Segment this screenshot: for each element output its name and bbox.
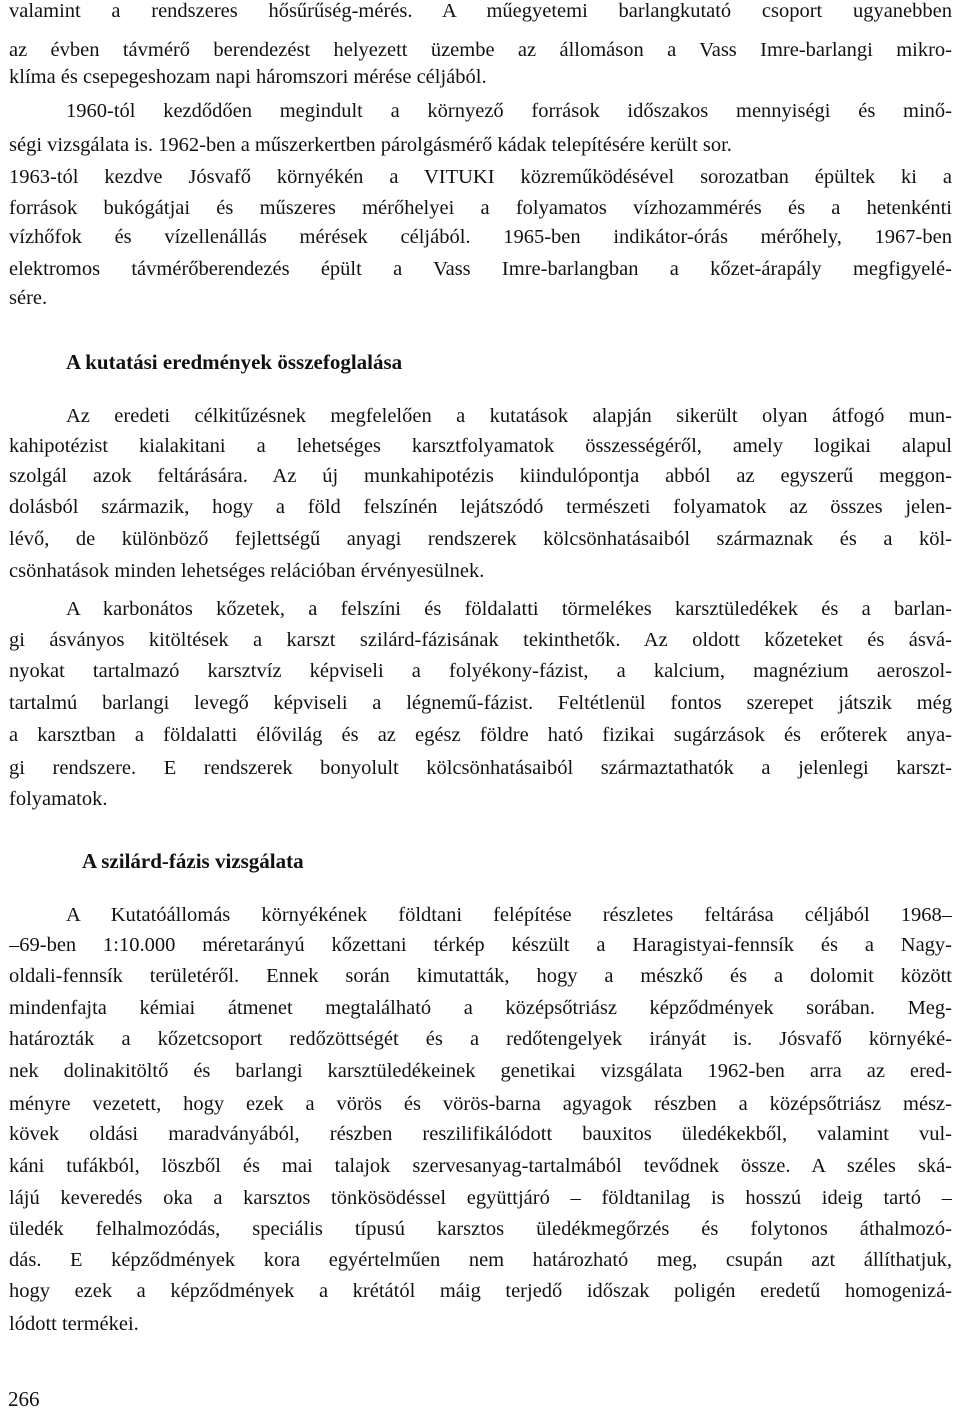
text-line: mindenfajta kémiai átmenet megtalálható a középsőtriász képződmények sorában. Meg-	[9, 997, 952, 1019]
text-line: elektromos távmérőberendezés épült a Vass Imre-barlangban a kőzet-árapály megfigyelé-	[9, 258, 952, 280]
text-line: lódott termékei.	[9, 1313, 139, 1335]
text-line: kövek oldási maradványából, részben reszilifikálódott bauxitos üledékekből, valamint vul-	[9, 1123, 952, 1145]
text-line: kahipotézist kialakitani a lehetséges karsztfolyamatok összességéről, amely logikai alapul	[9, 435, 952, 457]
text-line: 1963-tól kezdve Jósvafő környékén a VITUKI közreműködésével sorozatban épültek ki a	[9, 166, 952, 188]
text-line: Az eredeti célkitűzésnek megfelelően a kutatások alapján sikerült olyan átfogó mun-	[66, 405, 952, 427]
text-line: szolgál azok feltárására. Az új munkahipotézis kiindulópontja abból az egyszerű meggon-	[9, 465, 952, 487]
text-line: nek dolinakitöltő és barlangi karsztüledékeinek genetikai vizsgálata 1962-ben arra az ered-	[9, 1060, 952, 1082]
text-line: gi ásványos kitöltések a karszt szilárd-fázisának tekinthetők. Az oldott kőzeteket és ásvá-	[9, 629, 952, 651]
text-line: ségi vizsgálata is. 1962-ben a műszerkertben párolgásmérő kádak telepítésére került sor.	[9, 134, 732, 156]
text-line: források bukógátjai és műszeres mérőhelyei a folyamatos vízhozammérés és a hetenkénti	[9, 197, 952, 219]
text-line: határozták a kőzetcsoport redőzöttségét és a redőtengelyek irányát is. Jósvafő környéké-	[9, 1028, 952, 1050]
text-line: dás. E képződmények kora egyértelműen nem határozható meg, csupán azt állíthatjuk,	[9, 1249, 952, 1271]
text-line: vízhőfok és vízellenállás mérések céljából. 1965-ben indikátor-órás mérőhely, 1967-ben	[9, 226, 952, 248]
text-line: hogy ezek a képződmények a krétától máig terjedő időszak poligén eredetű homogenizá-	[9, 1280, 952, 1302]
text-line: sére.	[9, 287, 48, 309]
section-heading: A kutatási eredmények összefoglalása	[66, 350, 403, 374]
text-line: 1960-tól kezdődően megindult a környező források időszakos mennyiségi és minő-	[66, 100, 952, 122]
text-line: dolásból származik, hogy a föld felszínén lejátszódó természeti folyamatok az összes jelen-	[9, 496, 952, 518]
text-line: káni tufákból, löszből és mai talajok szervesanyag-tartalmából tevődnek össze. A széles ská-	[9, 1155, 952, 1177]
text-line: a karsztban a földalatti élővilág és az egész földre ható fizikai sugárzások és erőterek anya-	[9, 724, 952, 746]
text-line: tartalmú barlangi levegő képviseli a légnemű-fázist. Feltétlenül fontos szerepet játszik még	[9, 692, 952, 714]
text-line: lévő, de különböző fejlettségű anyagi rendszerek kölcsönhatásaiból származnak és a köl-	[9, 528, 952, 550]
text-line: folyamatok.	[9, 788, 108, 810]
text-line: üledék felhalmozódás, speciális típusú karsztos üledékmegőrzés és folytonos áthalmozó-	[9, 1218, 952, 1240]
text-line: oldali-fennsík területéről. Ennek során kimutatták, hogy a mészkő és a dolomit között	[9, 965, 952, 987]
text-line: –69-ben 1:10.000 méretarányú kőzettani térkép készült a Haragistyai-fennsík és a Nagy-	[9, 934, 952, 956]
page-number: 266	[8, 1387, 40, 1411]
text-line: csönhatások minden lehetséges relációban érvényesülnek.	[9, 560, 485, 582]
section-heading: A szilárd-fázis vizsgálata	[82, 849, 304, 873]
text-line: gi rendszere. E rendszerek bonyolult kölcsönhatásaiból származtathatók a jelenlegi karszt-	[9, 757, 952, 779]
text-line: az évben távmérő berendezést helyezett üzembe az állomáson a Vass Imre-barlangi mikro-	[9, 39, 952, 61]
text-line: A karbonátos kőzetek, a felszíni és földalatti törmelékes karsztüledékek és a barlan-	[66, 598, 952, 620]
text-line: valamint a rendszeres hősűrűség-mérés. A műegyetemi barlangkutató csoport ugyanebben	[9, 0, 952, 22]
text-line: nyokat tartalmazó karsztvíz képviseli a folyékony-fázist, a kalcium, magnézium aeroszol-	[9, 660, 952, 682]
text-line: klíma és csepegeshozam napi háromszori mérése céljából.	[9, 66, 487, 88]
text-line: ményre vezetett, hogy ezek a vörös és vörös-barna agyagok részben a középsőtriász mész-	[9, 1093, 952, 1115]
text-line: lájú keveredés oka a karsztos tönkösödéssel együttjáró – földtanilag is hosszú ideig tartó –	[9, 1187, 952, 1209]
text-line: A Kutatóállomás környékének földtani felépítése részletes feltárása céljából 1968–	[66, 904, 952, 926]
